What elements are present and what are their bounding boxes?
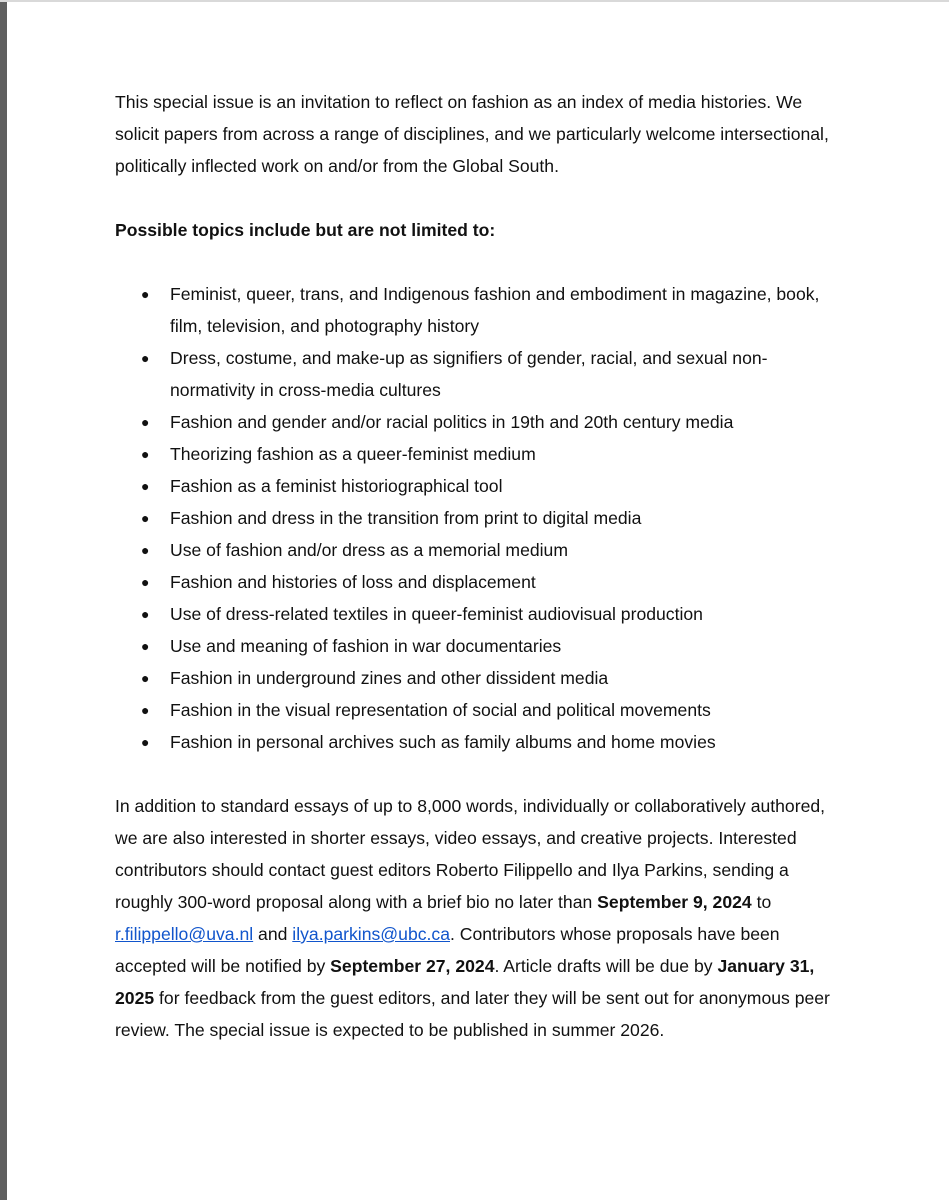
topic-text: Fashion and dress in the transition from print to digital media [170, 508, 642, 528]
drafts-deadline: January 31, 2025 [115, 956, 815, 1008]
topic-text: Theorizing fashion as a queer-feminist medium [170, 444, 536, 464]
topic-list-item [115, 694, 845, 726]
bullet-icon: ● [141, 414, 150, 430]
topic-list-item [115, 342, 845, 406]
topic-text: Fashion in personal archives such as family albums and home movies [170, 732, 716, 752]
intro-paragraph: This special issue is an invitation to reflect on fashion as an index of media histories. We solicit papers from across a range of disciplines, and we particularly welcome intersectional, politically inflected work on and/or from the Global South. [115, 92, 829, 176]
topic-list-item [115, 598, 845, 630]
closing-text-3: . Article drafts will be due by [494, 956, 718, 976]
closing-text-and: and [253, 924, 293, 944]
topic-list-item [115, 278, 845, 342]
topics-list [115, 278, 845, 758]
topic-text: Fashion and gender and/or racial politics in 19th and 20th century media [170, 412, 734, 432]
closing-text-1: In addition to standard essays of up to 8,000 words, individually or collaboratively authored, we are also interested in shorter essays, video essays, and creative projects. Interested contributors should contact guest editors Roberto Filippello and Ilya Parkins, sending a roughly 300-word proposal along with a brief bio no later than [115, 796, 826, 912]
bullet-icon: ● [141, 670, 150, 686]
bullet-icon: ● [141, 638, 150, 654]
topic-list-item [115, 502, 845, 534]
bullet-icon: ● [141, 606, 150, 622]
topic-text: Use of fashion and/or dress as a memorial medium [170, 540, 568, 560]
document-page [7, 2, 949, 1200]
topic-list-item [115, 726, 845, 758]
topic-text: Feminist, queer, trans, and Indigenous fashion and embodiment in magazine, book, film, television, and photography history [170, 284, 820, 336]
topic-list-item [115, 630, 845, 662]
email-link-filippello[interactable]: r.filippello@uva.nl [115, 924, 254, 944]
topic-list-item [115, 534, 845, 566]
topic-text: Fashion in underground zines and other dissident media [170, 668, 609, 688]
bullet-icon: ● [141, 350, 150, 366]
bullet-icon: ● [141, 542, 150, 558]
topic-list-item [115, 662, 845, 694]
bullet-icon: ● [141, 446, 150, 462]
topic-text: Fashion and histories of loss and displacement [170, 572, 536, 592]
bullet-icon: ● [141, 574, 150, 590]
closing-text-2: . Contributors whose proposals have been accepted will be notified by [115, 924, 780, 976]
topic-list-item [115, 438, 845, 470]
topic-list-item [115, 470, 845, 502]
bullet-icon: ● [141, 510, 150, 526]
bullet-icon: ● [141, 286, 150, 302]
bullet-icon: ● [141, 478, 150, 494]
bullet-icon: ● [141, 702, 150, 718]
page-content [115, 86, 845, 1046]
closing-paragraph [115, 790, 845, 1046]
topic-text: Use and meaning of fashion in war documentaries [170, 636, 562, 656]
notification-deadline: September 27, 2024 [330, 956, 495, 976]
topic-text: Use of dress-related textiles in queer-feminist audiovisual production [170, 604, 703, 624]
topic-text: Dress, costume, and make-up as signifiers of gender, racial, and sexual non-normativity in cross-media cultures [170, 348, 768, 400]
bullet-icon: ● [141, 734, 150, 750]
topic-list-item [115, 406, 845, 438]
closing-text-to: to [751, 892, 772, 912]
topic-text: Fashion in the visual representation of social and political movements [170, 700, 711, 720]
viewer-left-edge [0, 0, 7, 1200]
topic-list-item [115, 566, 845, 598]
closing-text-4: for feedback from the guest editors, and later they will be sent out for anonymous peer review. The special issue is expected to be published in summer 2026. [115, 988, 830, 1040]
topics-heading: Possible topics include but are not limited to: [115, 220, 496, 240]
proposal-deadline: September 9, 2024 [597, 892, 752, 912]
email-link-parkins[interactable]: ilya.parkins@ubc.ca [292, 924, 450, 944]
topic-text: Fashion as a feminist historiographical tool [170, 476, 503, 496]
